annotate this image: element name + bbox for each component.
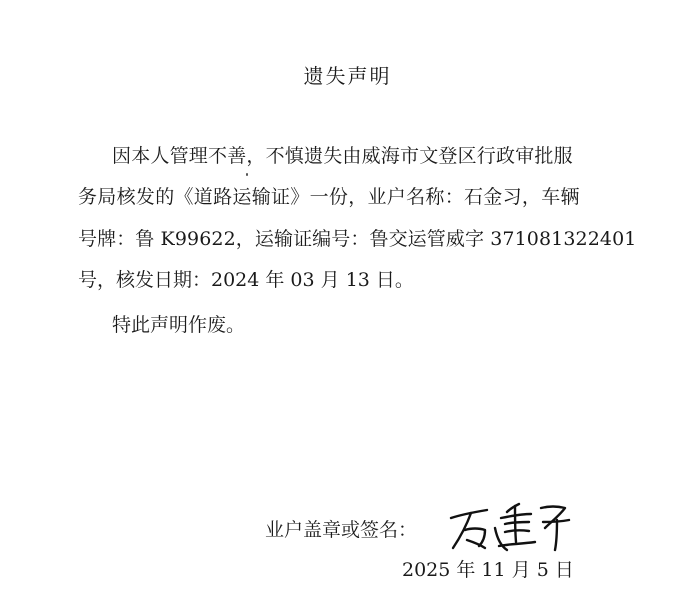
signature-label: 业户盖章或签名： bbox=[265, 519, 418, 541]
body-line-2: 务局核发的《道路运输证》一份，业户名称：石金习，车辆 bbox=[78, 186, 580, 208]
signature-date: 2025 年 11 月 5 日 bbox=[402, 559, 574, 581]
body-line-4: 号，核发日期：2024 年 03 月 13 日。 bbox=[78, 269, 414, 291]
body-line-3: 号牌：鲁 K99622，运输证编号：鲁交运管威字 371081322401 bbox=[78, 228, 637, 250]
document-title: 遗失声明 bbox=[303, 64, 392, 88]
body-line-5: 特此声明作废。 bbox=[112, 314, 246, 336]
handwritten-signature bbox=[445, 498, 575, 554]
ink-speck bbox=[246, 173, 248, 176]
body-line-1: 因本人管理不善，不慎遗失由威海市文登区行政审批服 bbox=[112, 145, 573, 167]
